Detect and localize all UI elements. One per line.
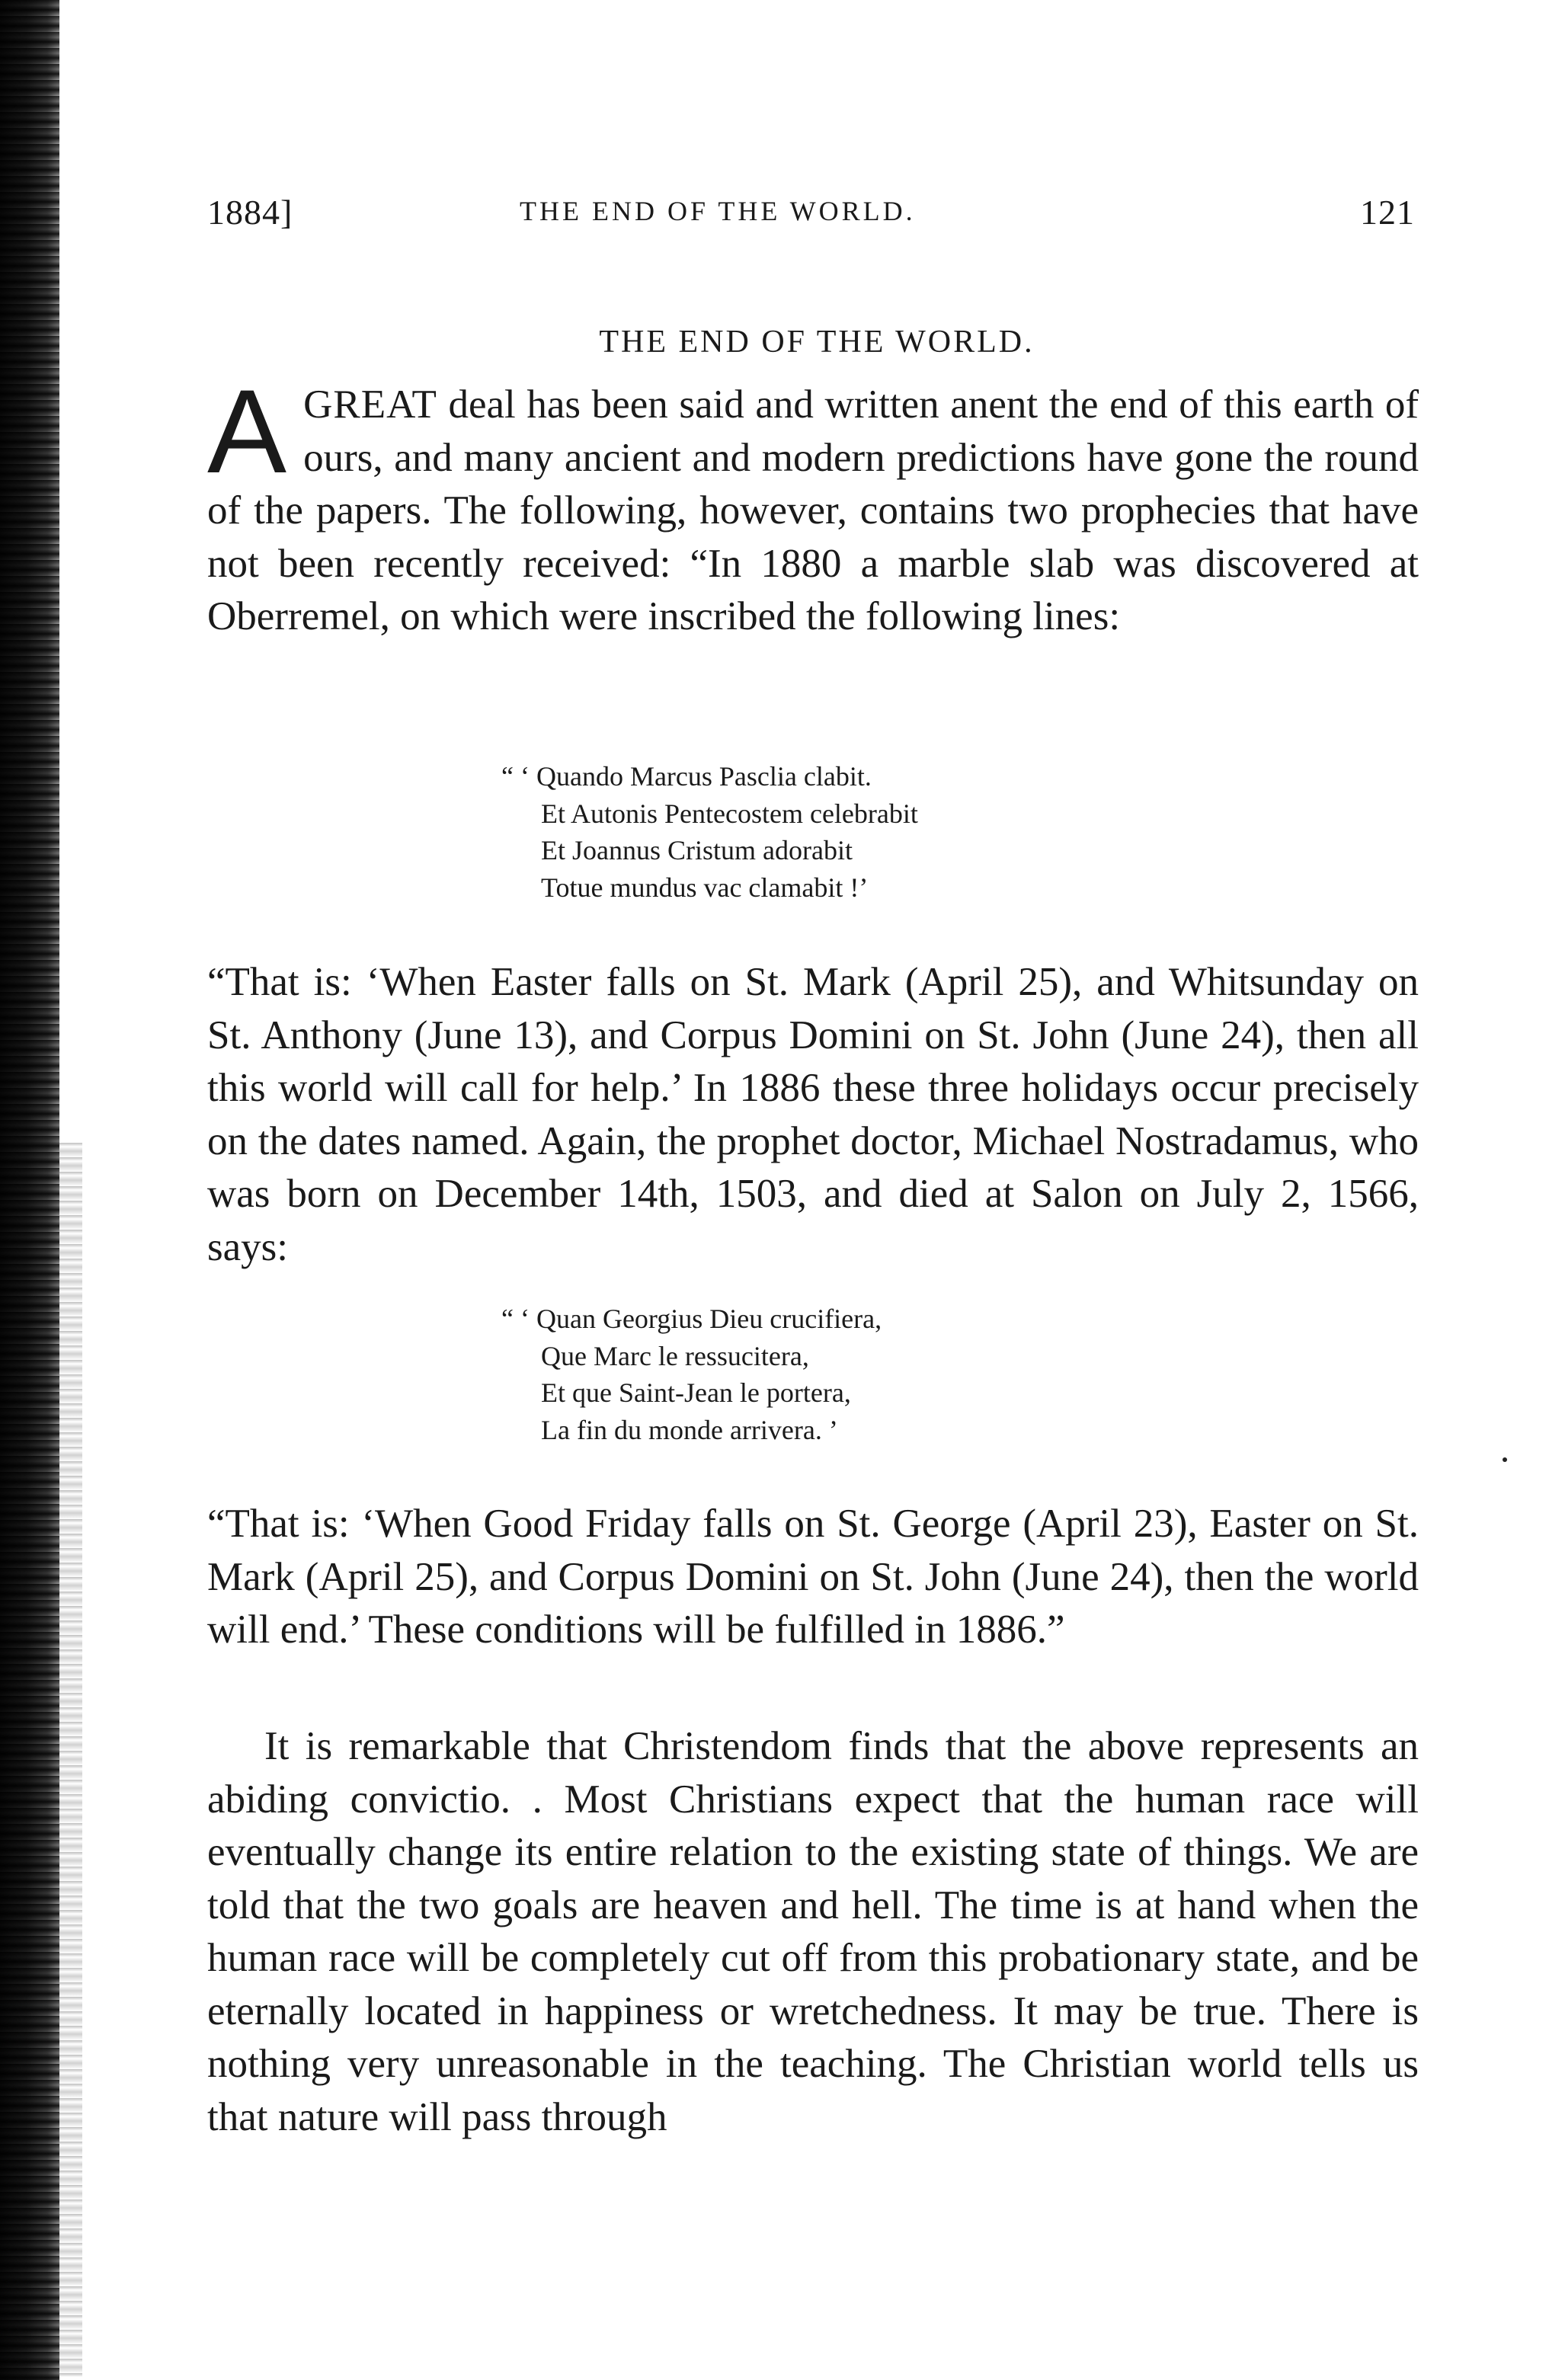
- verse-line: Et Joannus Cristum adorabit: [541, 835, 853, 865]
- verse-line: “ ‘ Quan Georgius Dieu crucifiera,: [501, 1304, 882, 1334]
- verse-line: Et Autonis Pentecostem celebrabit: [541, 798, 918, 829]
- verse-line: Que Marc le ressucitera,: [541, 1340, 809, 1371]
- french-verse: [501, 1300, 882, 1448]
- stray-ink-mark: [1503, 1457, 1507, 1462]
- drop-cap: A: [207, 366, 287, 498]
- verse-line: La fin du monde arrivera. ’: [541, 1414, 838, 1445]
- lead-caps: GREAT: [303, 382, 437, 427]
- latin-verse: [501, 758, 918, 906]
- paragraph-2: “That is: ‘When Easter falls on St. Mark (April 25), and Whitsunday on St. Anthony (June 13), and Corpus Domini on St. John (June 24), then all this world will call for help.’ In 1886 these three holidays occur precisely on the dates named. Again, the prophet doctor, Michael Nostradamus, who was born on December 14th, 1503, and died at Salon on July 2, 1566, says:: [207, 960, 1419, 1269]
- verse-line: Et que Saint-Jean le portera,: [541, 1377, 851, 1408]
- paragraph-3: “That is: ‘When Good Friday falls on St. George (April 23), Easter on St. Mark (April 25), and Corpus Domini on St. John (June 24), then the world will end.’ These conditions will be fulfilled in 1886.”: [207, 1502, 1419, 1652]
- running-head-title: THE END OF THE WORLD.: [520, 196, 916, 226]
- paragraph-1: [207, 366, 1419, 644]
- running-head: [207, 192, 1415, 245]
- page-number: 121: [1360, 193, 1415, 232]
- paragraph-1-text: deal has been said and written anent the end of this earth of ours, and many ancient and modern predictions have gone the round of the papers. The following, however, contains two prophecies that have not been recently received: “In 1880 a marble slab was discovered at Oberremel, on which were inscribed the following lines:: [207, 382, 1419, 638]
- article-title: THE END OF THE WORLD.: [599, 325, 1035, 360]
- verse-line: “ ‘ Quando Marcus Pasclia clabit.: [501, 761, 872, 792]
- running-head-year: 1884]: [207, 193, 293, 232]
- verse-line: Totue mundus vac clamabit !’: [541, 872, 869, 903]
- paragraph-4: It is remarkable that Christendom finds that the above represents an abiding convictio. . Most Christians expect that the human race will eventually change its entire relation to the existing state of things. We are told that the two goals are heaven and hell. The time is at hand when the human race will be completely cut off from this probationary state, and be eternally located in happiness or wretchedness. It may be true. There is nothing very unreasonable in the teaching. The Christian world tells us that nature will pass through: [207, 1724, 1419, 2139]
